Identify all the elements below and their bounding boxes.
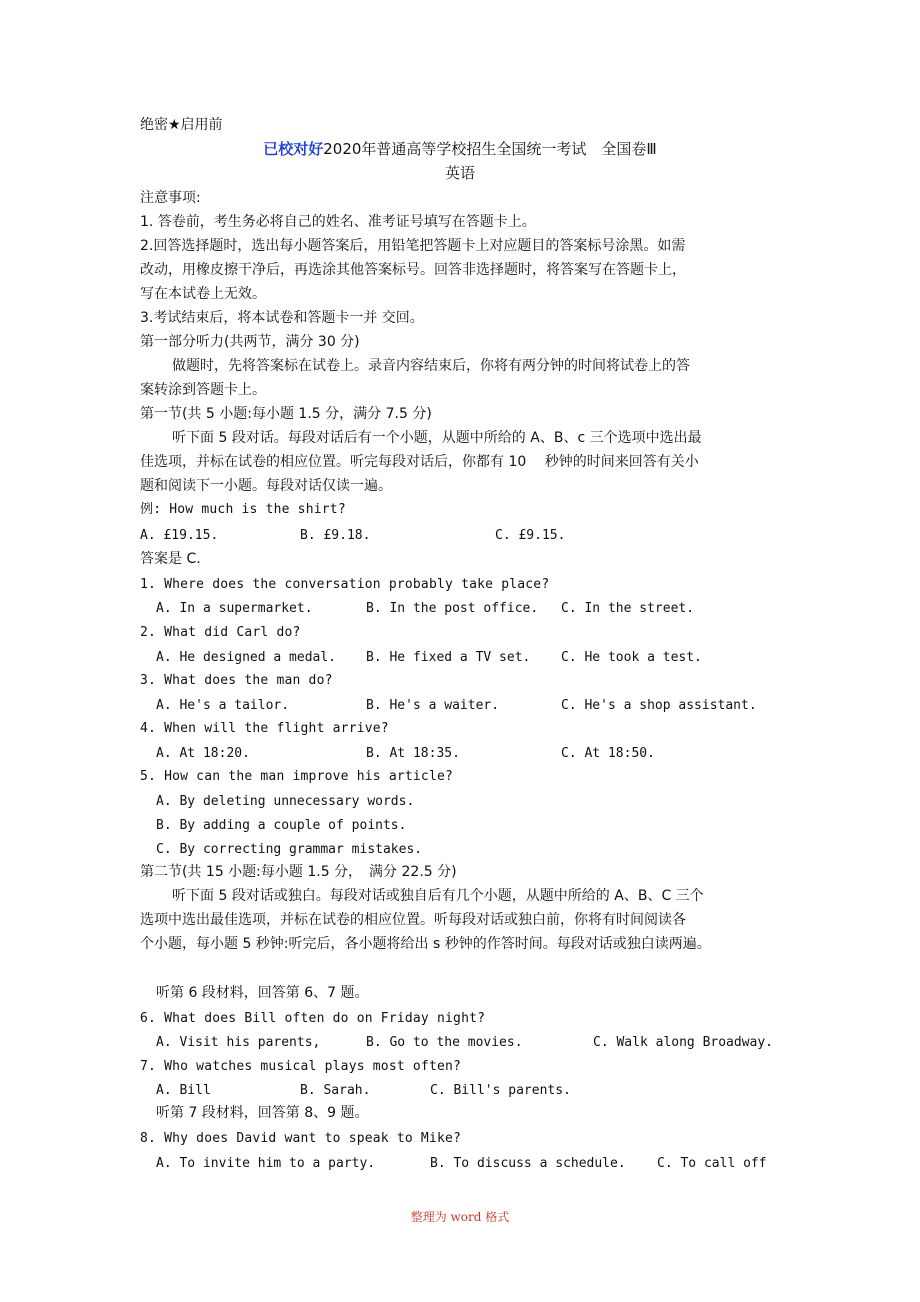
q1-option-a: A. In a supermarket.: [156, 601, 313, 616]
q1-option-b: B. In the post office.: [366, 601, 539, 616]
q3-option-b: B. He's a waiter.: [366, 698, 500, 713]
footer-note: 整理为 word 格式: [410, 1210, 510, 1224]
q7-option-c: C. Bill's parents.: [430, 1083, 571, 1098]
question-8: 8. Why does David want to speak to Mike?: [140, 1131, 462, 1146]
notice-item-3: 3.考试结束后，将本试卷和答题卡一并 交回。: [140, 310, 424, 326]
example-option-b: B. £9.18.: [300, 528, 371, 543]
question-3: 3. What does the man do?: [140, 673, 333, 688]
q4-option-b: B. At 18:35.: [366, 746, 460, 761]
section2-desc-a: 听下面 5 段对话或独白。每段对话或独自后有几个小题，从题中所给的 A、B、C 三个: [172, 888, 704, 904]
notice-item-2c: 写在本试卷上无效。: [140, 286, 266, 302]
section1-desc-c: 题和阅读下一小题。每段对话仅读一遍。: [140, 478, 392, 494]
q3-option-a: A. He's a tailor.: [156, 698, 290, 713]
example-question: 例: How much is the shirt?: [140, 502, 346, 517]
q3-option-c: C. He's a shop assistant.: [561, 698, 757, 713]
q6-option-b: B. Go to the movies.: [366, 1035, 523, 1050]
example-option-a: A. £19.15.: [140, 528, 219, 543]
q8-option-c: C. To call off: [657, 1156, 767, 1171]
q5-option-a: A. By deleting unnecessary words.: [156, 794, 415, 809]
section1-desc-b: 佳选项，并标在试卷的相应位置。听完每段对话后，你都有 10 秒钟的时间来回答有关小: [140, 454, 699, 470]
title-prefix: 已校对好: [263, 140, 324, 158]
section2-heading: 第二节(共 15 小题:每小题 1.5 分， 满分 22.5 分): [140, 864, 457, 880]
material-6-heading: 听第 6 段材料，回答第 6、7 题。: [156, 985, 369, 1001]
example-answer: 答案是 C.: [140, 551, 201, 567]
q6-option-a: A. Visit his parents,: [156, 1035, 321, 1050]
example-option-c: C. £9.15.: [495, 528, 566, 543]
q7-option-b: B. Sarah.: [300, 1083, 371, 1098]
notice-item-2a: 2.回答选择题时，选出每小题答案后，用铅笔把答题卡上对应题目的答案标号涂黑。如需: [140, 238, 686, 254]
q2-option-b: B. He fixed a TV set.: [366, 650, 531, 665]
q4-option-c: C. At 18:50.: [561, 746, 655, 761]
title-main: 2020年普通高等学校招生全国统一考试 全国卷Ⅲ: [323, 140, 657, 158]
q1-option-c: C. In the street.: [561, 601, 695, 616]
q2-option-a: A. He designed a medal.: [156, 650, 337, 665]
q4-option-a: A. At 18:20.: [156, 746, 250, 761]
subject-title: 英语: [444, 164, 475, 182]
part1-intro-b: 案转涂到答题卡上。: [140, 382, 266, 398]
section1-desc-a: 听下面 5 段对话。每段对话后有一个小题，从题中所给的 A、B、c 三个选项中选出最: [172, 430, 702, 446]
q6-option-c: C. Walk along Broadway.: [593, 1035, 774, 1050]
secret-label: 绝密★启用前: [140, 117, 223, 133]
material-7-heading: 听第 7 段材料，回答第 8、9 题。: [156, 1105, 369, 1121]
notice-item-2b: 改动，用橡皮擦干净后，再选涂其他答案标号。回答非选择题时，将答案写在答题卡上，: [140, 262, 686, 278]
notice-heading: 注意事项:: [140, 190, 201, 206]
q2-option-c: C. He took a test.: [561, 650, 702, 665]
question-5: 5. How can the man improve his article?: [140, 769, 454, 784]
section1-heading: 第一节(共 5 小题:每小题 1.5 分，满分 7.5 分): [140, 406, 432, 422]
question-6: 6. What does Bill often do on Friday night?: [140, 1011, 486, 1026]
question-7: 7. Who watches musical plays most often?: [140, 1059, 462, 1074]
section2-desc-b: 选项中选出最佳选项，并标在试卷的相应位置。听每段对话或独白前，你将有时间阅读各: [140, 912, 686, 928]
section2-desc-c: 个小题，每小题 5 秒钟:听完后，各小题将给出 s 秒钟的作答时间。每段对话或独白读两遍。: [140, 936, 711, 952]
q5-option-b: B. By adding a couple of points.: [156, 818, 407, 833]
question-1: 1. Where does the conversation probably take place?: [140, 577, 550, 592]
exam-title: [0, 139, 920, 159]
q7-option-a: A. Bill: [156, 1083, 211, 1098]
part1-intro-a: 做题时，先将答案标在试卷上。录音内容结束后，你将有两分钟的时间将试卷上的答: [172, 358, 690, 374]
q8-option-b: B. To discuss a schedule.: [430, 1156, 626, 1171]
q5-option-c: C. By correcting grammar mistakes.: [156, 842, 423, 857]
part1-heading: 第一部分听力(共两节，满分 30 分): [140, 334, 360, 350]
notice-item-1: 1. 答卷前，考生务必将自己的姓名、准考证号填写在答题卡上。: [140, 214, 536, 230]
question-4: 4. When will the flight arrive?: [140, 721, 389, 736]
q8-option-a: A. To invite him to a party.: [156, 1156, 376, 1171]
question-2: 2. What did Carl do?: [140, 625, 301, 640]
